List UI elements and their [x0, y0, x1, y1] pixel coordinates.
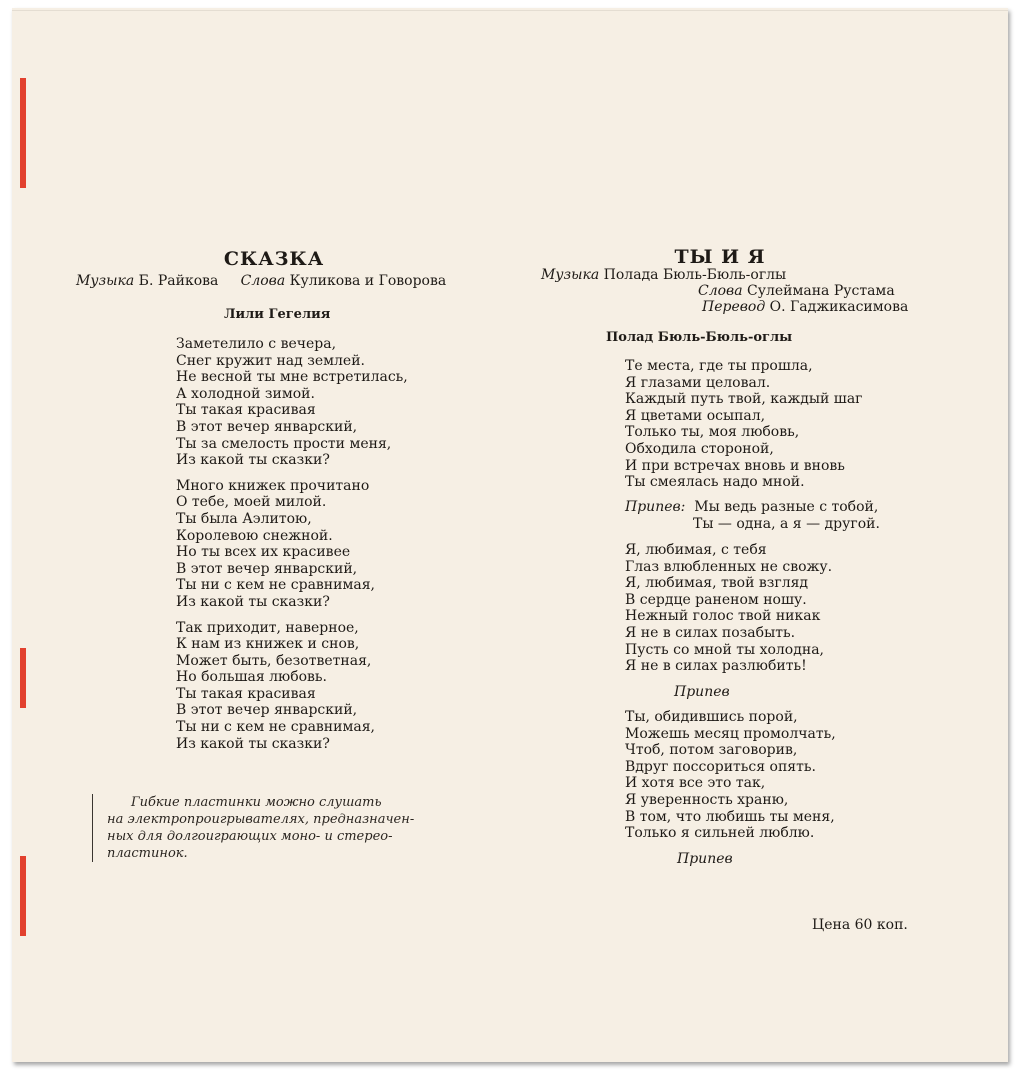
right-song-lyrics-credit: [698, 283, 895, 299]
lyric-line: Ты смеялась надо мной.: [625, 474, 805, 491]
lyrics-label: Слова: [240, 273, 286, 289]
lyric-line: Чтоб, потом заговорив,: [625, 742, 798, 759]
lyric-line: Нежный голос твой никак: [625, 608, 821, 625]
lyric-line: Глаз влюбленных не свожу.: [625, 558, 833, 575]
lyric-line: Снег кружит над землей.: [176, 352, 365, 369]
refrain-repeat: Припев: [674, 684, 730, 700]
refrain-line: Ты — одна, а я — другой.: [693, 515, 880, 532]
lyric-line: О тебе, моей милой.: [176, 494, 327, 511]
lyric-line: Пусть со мной ты холодна,: [625, 641, 824, 658]
lyric-line: И при встречах вновь и вновь: [625, 457, 845, 474]
lyric-line: И хотя все это так,: [625, 775, 766, 792]
right-song: [630, 246, 810, 268]
refrain-label: Припев:: [625, 499, 686, 515]
right-song-refrain: [625, 499, 880, 532]
lyric-line: Может быть, безответная,: [176, 652, 372, 669]
stanza: [176, 478, 408, 611]
lyric-line: Много книжек прочитано: [176, 477, 370, 494]
note-line: Гибкие пластинки можно слушать: [131, 795, 382, 810]
song-title: ТЫ И Я: [674, 246, 766, 268]
lyric-line: Те места, где ты прошла,: [625, 358, 813, 374]
lyric-line: Я не в силах позабыть.: [625, 624, 796, 641]
left-song-credits: [76, 273, 446, 289]
lyric-line: В этот вечер январский,: [176, 418, 358, 435]
lyric-line: В сердце раненом ношу.: [625, 591, 807, 608]
right-song-stanza-2: [625, 542, 832, 675]
right-song-stanza-1: [625, 358, 863, 491]
lyric-line: Только ты, моя любовь,: [625, 424, 800, 441]
lyric-line: Заметелило с вечера,: [176, 336, 337, 352]
music-label: Музыка: [76, 273, 135, 289]
lyrics-author: Куликова и Говорова: [289, 273, 447, 289]
right-song-performer: Полад Бюль-Бюль-оглы: [606, 330, 793, 345]
lyric-line: Я, любимая, твой взгляд: [625, 575, 809, 592]
note-line: пластинок.: [107, 846, 188, 861]
right-song-stanza-3: [625, 709, 836, 842]
song-title: СКАЗКА: [223, 248, 325, 270]
lyric-line: В том, что любишь ты меня,: [625, 808, 835, 825]
lyric-line: Королевою снежной.: [176, 527, 333, 544]
stanza: [176, 620, 408, 753]
record-sleeve-page: [12, 8, 1008, 1062]
lyric-line: Я, любимая, с тебя: [625, 542, 767, 558]
lyric-line: Ты была Аэлитою,: [176, 510, 312, 527]
lyric-line: Но большая любовь.: [176, 669, 327, 686]
left-song: [62, 248, 486, 270]
red-edge-mark: [20, 78, 26, 188]
lyric-line: К нам из книжек и снов,: [176, 636, 360, 653]
lyric-line: Каждый путь твой, каждый шаг: [625, 391, 863, 408]
lyric-line: Обходила стороной,: [625, 440, 774, 457]
music-author: Полада Бюль-Бюль-оглы: [603, 267, 787, 283]
lyric-line: В этот вечер январский,: [176, 702, 358, 719]
lyric-line: Я уверенность храню,: [625, 791, 789, 808]
right-song-music-credit: [541, 267, 786, 283]
lyric-line: Из какой ты сказки?: [176, 593, 330, 610]
translation-label: Перевод: [702, 299, 766, 315]
lyric-line: Из какой ты сказки?: [176, 735, 330, 752]
right-song-translation-credit: [702, 299, 908, 315]
music-author: Б. Райкова: [138, 273, 219, 289]
lyric-line: Вдруг поссориться опять.: [625, 758, 816, 775]
price-label: Цена 60 коп.: [812, 917, 908, 933]
lyric-line: Только я сильней люблю.: [625, 825, 815, 842]
lyric-line: Ты такая красивая: [176, 402, 316, 419]
left-song-performer: Лили Гегелия: [224, 307, 331, 322]
playback-note: [92, 794, 469, 862]
lyric-line: Я цветами осыпал,: [625, 407, 766, 424]
refrain-repeat: Припев: [677, 851, 733, 867]
lyric-line: Не весной ты мне встретилась,: [176, 369, 408, 386]
lyric-line: Но ты всех их красивее: [176, 544, 351, 561]
refrain-line: Мы ведь разные с тобой,: [694, 499, 879, 515]
lyric-line: В этот вечер январский,: [176, 560, 358, 577]
lyrics-label: Слова: [698, 283, 743, 299]
lyric-line: Из какой ты сказки?: [176, 452, 330, 469]
lyric-line: Я глазами целовал.: [625, 374, 771, 391]
note-line: ных для долгоиграющих моно- и стерео-: [107, 829, 393, 844]
lyric-line: Ты такая красивая: [176, 685, 316, 702]
note-line: на электропроигрывателях, предназначен-: [107, 812, 415, 827]
red-edge-mark: [20, 856, 26, 936]
lyric-line: Ты, обидившись порой,: [625, 709, 798, 725]
paper-crease: [12, 10, 1008, 11]
lyric-line: Ты за смелость прости меня,: [176, 435, 392, 452]
lyric-line: Ты ни с кем не сравнимая,: [176, 577, 375, 594]
left-song-lyrics: [176, 336, 408, 761]
lyric-line: А холодной зимой.: [176, 385, 315, 402]
lyrics-author: Сулеймана Рустама: [747, 283, 895, 299]
translation-author: О. Гаджикасимова: [769, 299, 909, 315]
music-label: Музыка: [541, 267, 600, 283]
lyric-line: Можешь месяц промолчать,: [625, 725, 836, 742]
lyric-line: Ты ни с кем не сравнимая,: [176, 719, 375, 736]
lyric-line: Так приходит, наверное,: [176, 619, 359, 636]
stanza: [176, 336, 408, 469]
red-edge-mark: [20, 648, 26, 708]
lyric-line: Я не в силах разлюбить!: [625, 658, 807, 675]
